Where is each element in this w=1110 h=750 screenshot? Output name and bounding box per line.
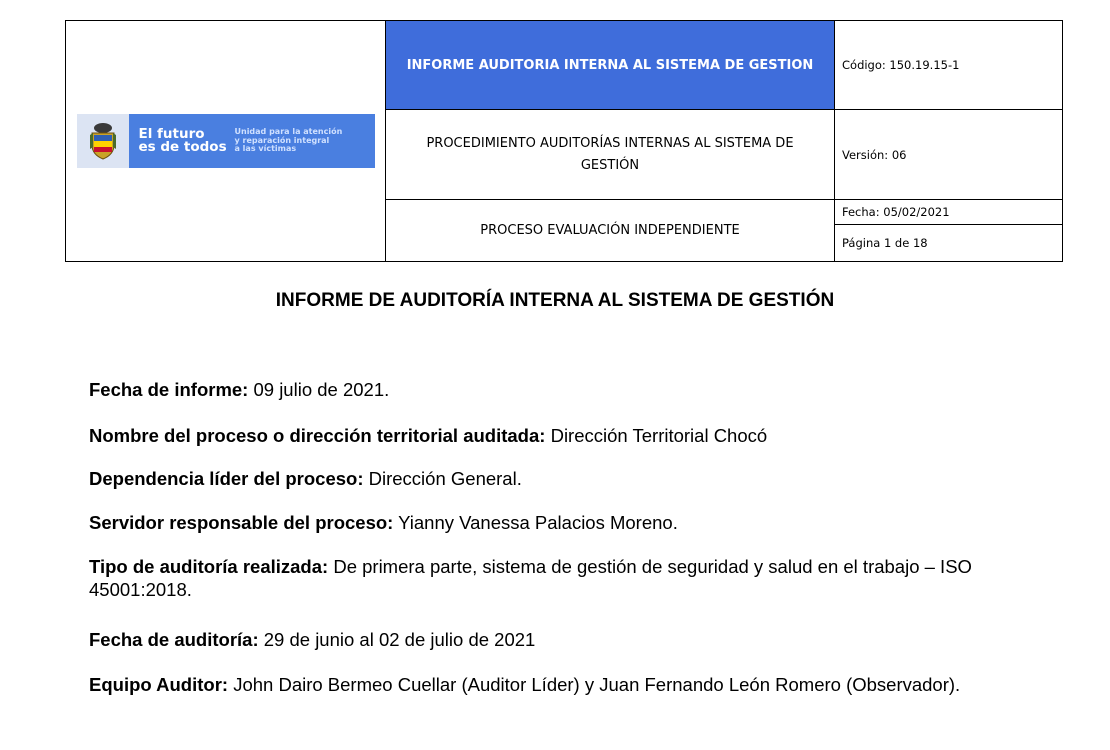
audit-date-field [89, 628, 1029, 651]
process-name: PROCESO EVALUACIÓN INDEPENDIENTE [386, 199, 835, 261]
logo-banner [129, 114, 375, 168]
logo-unit-line: Unidad para la atención [234, 127, 343, 137]
institution-logo [77, 114, 375, 168]
field-label: Fecha de informe: [89, 379, 249, 400]
field-label: Servidor responsable del proceso: [89, 512, 394, 533]
document-code: Código: 150.19.15-1 [835, 21, 1063, 110]
logo-unit-line: y reparación integral [234, 135, 330, 145]
page-counter: Página 1 de 18 [835, 224, 1063, 261]
report-header-title: INFORME AUDITORIA INTERNA AL SISTEMA DE GESTION [386, 21, 835, 110]
audit-type-field [89, 555, 1029, 601]
logo-slogan [139, 128, 235, 154]
audit-team-field [89, 673, 1029, 696]
field-value: Dirección Territorial Chocó [545, 425, 768, 446]
field-value: Dirección General. [363, 468, 522, 489]
field-value: 29 de junio al 02 de julio de 2021 [258, 629, 536, 650]
logo-unit-name [235, 128, 343, 154]
field-label: Fecha de auditoría: [89, 629, 259, 650]
document-title: INFORME DE AUDITORÍA INTERNA AL SISTEMA DE GESTIÓN [275, 290, 835, 311]
field-value: John Dairo Bermeo Cuellar (Auditor Líder) y Juan Fernando León Romero (Observador). [228, 674, 961, 695]
field-label: Nombre del proceso o dirección territorial auditada: [89, 425, 546, 446]
lead-department-field [89, 467, 1029, 490]
field-label: Dependencia líder del proceso: [89, 468, 364, 489]
logo-slogan-line: El futuro [138, 126, 205, 142]
field-label: Equipo Auditor: [89, 674, 229, 695]
document-control-header [65, 20, 1063, 262]
field-value: 09 julio de 2021. [248, 379, 390, 400]
procedure-name: PROCEDIMIENTO AUDITORÍAS INTERNAS AL SISTEMA DE GESTIÓN [386, 110, 835, 199]
logo-slogan-line: es de todos [138, 139, 227, 155]
field-value: Yianny Vanessa Palacios Moreno. [393, 512, 678, 533]
coat-of-arms-icon [77, 114, 129, 168]
field-label: Tipo de auditoría realizada: [89, 556, 329, 577]
document-version: Versión: 06 [835, 110, 1063, 199]
document-date: Fecha: 05/02/2021 [835, 199, 1063, 224]
responsible-officer-field [89, 511, 1029, 534]
logo-cell [66, 21, 386, 262]
audited-process-field [89, 424, 1029, 447]
logo-unit-line: a las víctimas [234, 144, 297, 154]
report-date-field [89, 378, 1029, 401]
field-value: De primera parte, sistema de gestión de seguridad y salud en el trabajo – ISO 45001:2018. [89, 556, 972, 600]
